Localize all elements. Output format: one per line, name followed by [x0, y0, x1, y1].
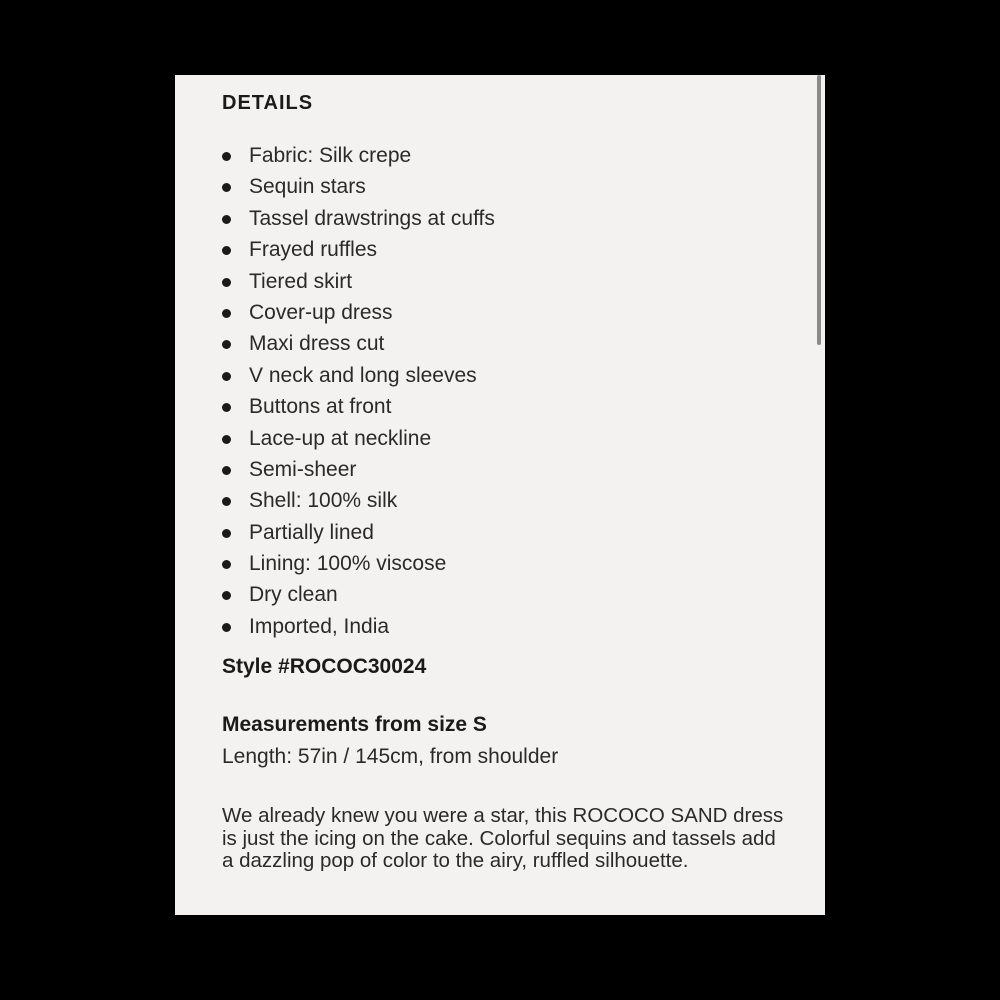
product-description: We already knew you were a star, this ROCOCO SAND dress is just the icing on the cake. Colorful sequins and tassels add a dazzling pop of color to the airy, ruffled silhouette.	[222, 804, 784, 872]
list-item-label: Buttons at front	[249, 395, 392, 419]
bullet-dot-icon	[222, 372, 231, 381]
list-item-label: Tassel drawstrings at cuffs	[249, 206, 495, 230]
bullet-dot-icon	[222, 152, 231, 161]
bullet-dot-icon	[222, 623, 231, 632]
list-item-label: V neck and long sleeves	[249, 363, 477, 387]
list-item-label: Lining: 100% viscose	[249, 552, 447, 576]
bullet-dot-icon	[222, 309, 231, 318]
bullet-dot-icon	[222, 435, 231, 444]
bullet-dot-icon	[222, 278, 231, 287]
list-item-label: Imported, India	[249, 614, 390, 638]
list-item-label: Semi-sheer	[249, 457, 357, 481]
list-item-label: Tiered skirt	[249, 269, 353, 293]
bullet-dot-icon	[222, 183, 231, 192]
scrollbar[interactable]	[816, 75, 825, 915]
bullet-dot-icon	[222, 466, 231, 475]
style-number: Style #ROCOC30024	[222, 655, 427, 678]
bullet-dot-icon	[222, 215, 231, 224]
bullet-dot-icon	[222, 403, 231, 412]
bullet-dot-icon	[222, 529, 231, 538]
scrollbar-thumb[interactable]	[817, 75, 821, 345]
details-heading: DETAILS	[222, 92, 314, 114]
list-item-label: Partially lined	[249, 520, 374, 544]
product-details-panel	[175, 75, 825, 915]
bullet-dot-icon	[222, 340, 231, 349]
bullet-dot-icon	[222, 497, 231, 506]
measurements-heading: Measurements from size S	[222, 713, 487, 736]
bullet-dot-icon	[222, 560, 231, 569]
bullet-dot-icon	[222, 246, 231, 255]
measurements-length: Length: 57in / 145cm, from shoulder	[222, 745, 559, 768]
list-item-label: Cover-up dress	[249, 300, 393, 324]
list-item-label: Maxi dress cut	[249, 332, 385, 356]
list-item-label: Frayed ruffles	[249, 238, 377, 262]
list-item-label: Dry clean	[249, 583, 338, 607]
bullet-dot-icon	[222, 591, 231, 600]
list-item-label: Fabric: Silk crepe	[249, 144, 412, 167]
list-item-label: Lace-up at neckline	[249, 426, 432, 450]
list-item-label: Shell: 100% silk	[249, 489, 398, 513]
list-item-label: Sequin stars	[249, 175, 366, 199]
